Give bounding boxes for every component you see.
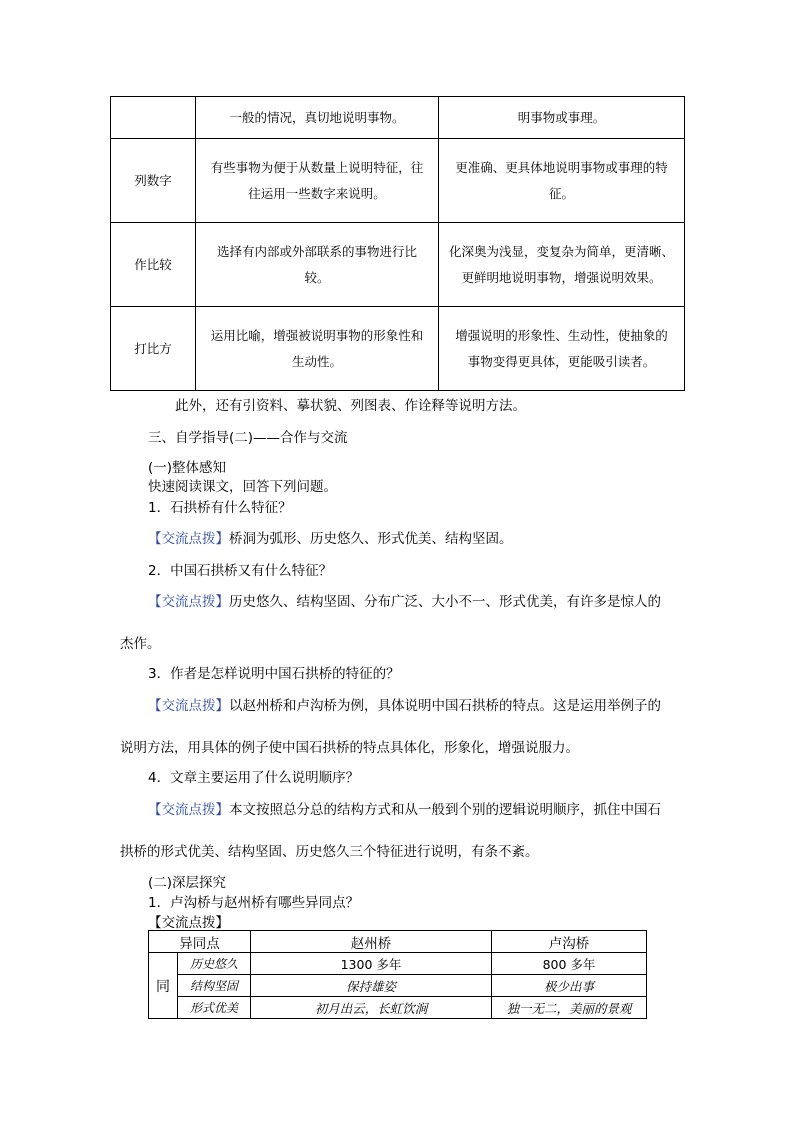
instruction-text: 快速阅读课文，回答下列问题。	[148, 479, 337, 495]
feature-cell: 历史悠久	[178, 953, 251, 975]
zhaozhou-cell: 1300 多年	[251, 953, 492, 975]
method-effect: 明事物或事理。	[439, 97, 685, 139]
answer-3: 【交流点拨】以赵州桥和卢沟桥为例，具体说明中国石拱桥的特点。这是运用举例子的	[148, 698, 661, 714]
table-row	[111, 97, 685, 139]
section-heading: 三、自学指导(二)——合作与交流	[148, 430, 348, 446]
table-row	[149, 953, 647, 975]
method-desc: 选择有内部或外部联系的事物进行比 较。	[196, 223, 439, 307]
table-row	[149, 931, 647, 953]
answer-tag: 【交流点拨】	[148, 531, 229, 547]
method-name: 作比较	[111, 223, 196, 307]
method-name	[111, 97, 196, 139]
method-desc: 有些事物为便于从数量上说明特征，往 往运用一些数字来说明。	[196, 139, 439, 223]
question-5: 1．卢沟桥与赵州桥有哪些异同点？	[148, 895, 360, 911]
method-effect: 增强说明的形象性、生动性，使抽象的 事物变得更具体，更能吸引读者。	[439, 307, 685, 391]
answer-4: 【交流点拨】本文按照总分总的结构方式和从一般到个别的逻辑说明顺序，抓住中国石	[148, 802, 661, 818]
question-1: 1．石拱桥有什么特征？	[148, 500, 292, 516]
zhaozhou-cell: 保持雄姿	[251, 975, 492, 997]
method-effect: 更准确、更具体地说明事物或事理的特 征。	[439, 139, 685, 223]
bridge-compare-table	[148, 930, 647, 1019]
lugou-cell: 独一无二，美丽的景观	[492, 997, 647, 1019]
answer-4-cont: 拱桥的形式优美、结构坚固、历史悠久三个特征进行说明，有条不紊。	[120, 844, 539, 860]
method-name: 打比方	[111, 307, 196, 391]
feature-cell: 结构坚固	[178, 975, 251, 997]
subsection-heading: (一)整体感知	[148, 460, 227, 476]
lugou-cell: 极少出事	[492, 975, 647, 997]
method-desc: 运用比喻，增强被说明事物的形象性和 生动性。	[196, 307, 439, 391]
question-2: 2．中国石拱桥又有什么特征？	[148, 563, 333, 579]
answer-tag: 【交流点拨】	[148, 698, 229, 714]
lugou-cell: 800 多年	[492, 953, 647, 975]
method-desc: 一般的情况，真切地说明事物。	[196, 97, 439, 139]
zhaozhou-cell: 初月出云，长虹饮涧	[251, 997, 492, 1019]
table-row	[149, 997, 647, 1019]
method-name: 列数字	[111, 139, 196, 223]
question-3: 3．作者是怎样说明中国石拱桥的特征的？	[148, 666, 400, 682]
method-effect: 化深奥为浅显，变复杂为简单，更清晰、 更鲜明地说明事物，增强说明效果。	[439, 223, 685, 307]
answer-1: 【交流点拨】桥洞为弧形、历史悠久、形式优美、结构坚固。	[148, 531, 513, 547]
answer-3-cont: 说明方法，用具体的例子使中国石拱桥的特点具体化，形象化，增强说服力。	[120, 740, 579, 756]
answer-tag-2: 【交流点拨】	[148, 915, 229, 931]
group-cell: 同	[149, 953, 178, 1019]
table-row	[111, 307, 685, 391]
methods-table	[110, 96, 685, 391]
table-row	[111, 139, 685, 223]
answer-tag: 【交流点拨】	[148, 802, 229, 818]
answer-2: 【交流点拨】历史悠久、结构坚固、分布广泛、大小不一、形式优美，有许多是惊人的	[148, 594, 661, 610]
header-cell: 卢沟桥	[492, 931, 647, 953]
feature-cell: 形式优美	[178, 997, 251, 1019]
answer-2-cont: 杰作。	[120, 636, 161, 652]
table-row	[111, 223, 685, 307]
question-4: 4．文章主要运用了什么说明顺序？	[148, 770, 360, 786]
header-cell: 异同点	[149, 931, 251, 953]
extra-methods-text: 此外，还有引资料、摹状貌、列图表、作诠释等说明方法。	[175, 398, 526, 414]
table-row	[149, 975, 647, 997]
subsection-heading: (二)深层探究	[148, 875, 227, 891]
header-cell: 赵州桥	[251, 931, 492, 953]
answer-tag: 【交流点拨】	[148, 594, 229, 610]
